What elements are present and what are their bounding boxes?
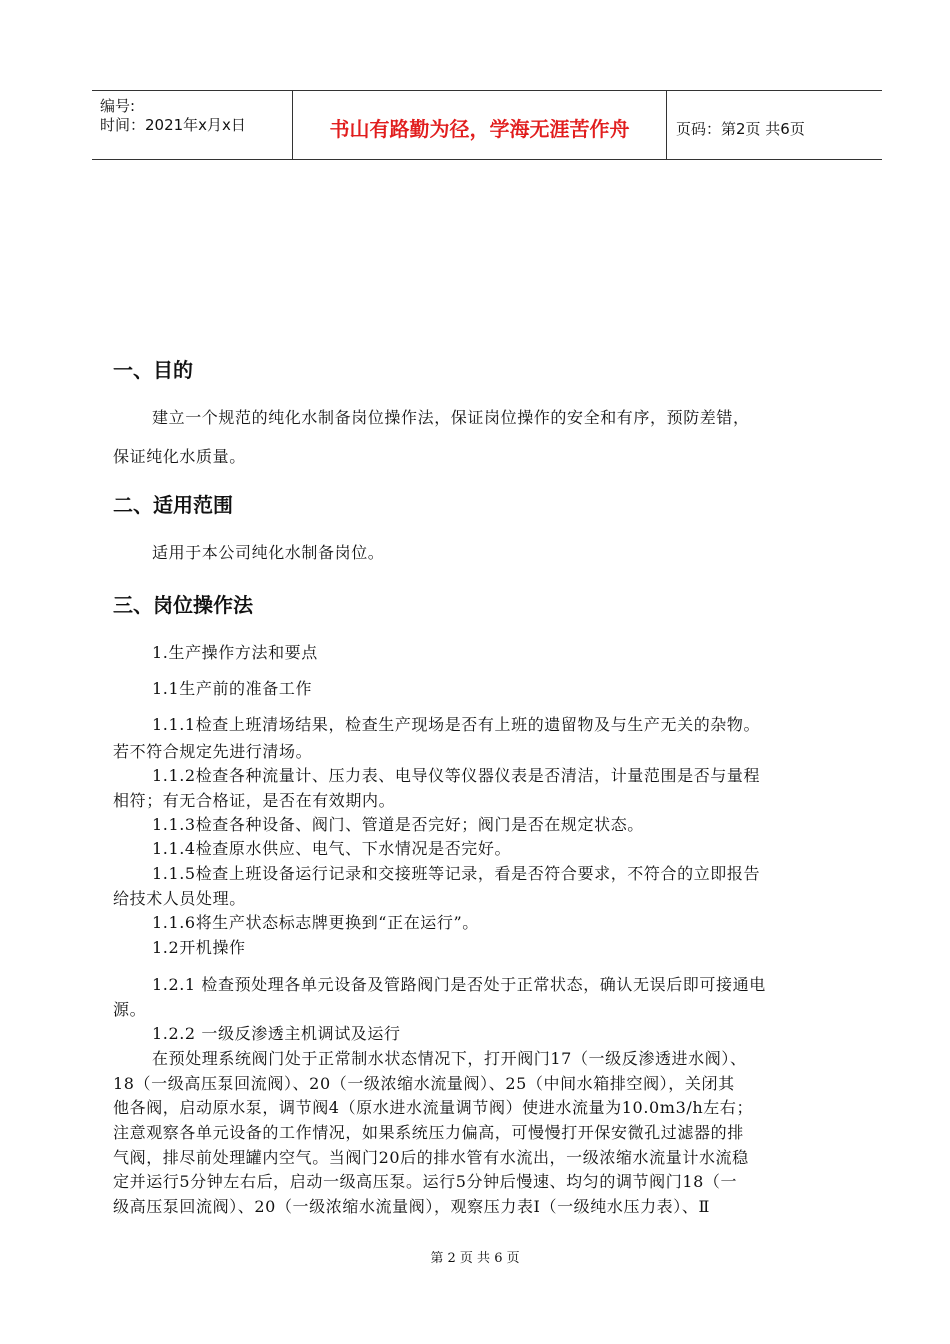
paragraph-line: 1.1.6将生产状态标志牌更换到“正在运行”。 (152, 913, 479, 932)
document-header (92, 90, 882, 160)
page-code: 页码：第2页 共6页 (676, 120, 805, 138)
paragraph-line: 气阀，排尽前处理罐内空气。当阀门20后的排水管有水流出，一级浓缩水流量计水流稳 (113, 1148, 749, 1167)
header-right-cell (666, 91, 882, 159)
page-footer: 第 2 页 共 6 页 (430, 1251, 520, 1266)
paragraph-line: 1.2.2 一级反渗透主机调试及运行 (152, 1024, 401, 1043)
paragraph-line: 1.1.1检查上班清场结果，检查生产现场是否有上班的遗留物及与生产无关的杂物。 (152, 715, 761, 734)
code-label: 编号: (100, 97, 136, 115)
paragraph-line: 建立一个规范的纯化水制备岗位操作法，保证岗位操作的安全和有序，预防差错， (152, 408, 750, 427)
section-title-scope: 二、适用范围 (113, 493, 233, 517)
paragraph-line: 给技术人员处理。 (113, 889, 246, 908)
paragraph-line: 1.2开机操作 (152, 938, 246, 957)
paragraph-line: 级高压泵回流阀）、20（一级浓缩水流量阀），观察压力表Ⅰ（一级纯水压力表）、Ⅱ (113, 1197, 710, 1216)
paragraph-line: 定并运行5分钟左右后，启动一级高压泵。运行5分钟后慢速、均匀的调节阀门18（一 (113, 1172, 738, 1191)
paragraph-line: 18（一级高压泵回流阀）、20（一级浓缩水流量阀）、25（中间水箱排空阀），关闭其 (113, 1074, 735, 1093)
paragraph-line: 相符；有无合格证，是否在有效期内。 (113, 791, 396, 810)
paragraph-line: 1.2.1 检查预处理各单元设备及管路阀门是否处于正常状态，确认无误后即可接通电 (152, 975, 766, 994)
paragraph-line: 1.1.5检查上班设备运行记录和交接班等记录，看是否符合要求，不符合的立即报告 (152, 864, 761, 883)
paragraph-line: 1.生产操作方法和要点 (152, 643, 318, 662)
section-title-procedure: 三、岗位操作法 (113, 593, 253, 617)
paragraph-line: 注意观察各单元设备的工作情况，如果系统压力偏高，可慢慢打开保安微孔过滤器的排 (113, 1123, 744, 1142)
time-label: 时间：2021年x月x日 (100, 116, 246, 134)
paragraph-line: 若不符合规定先进行清场。 (113, 742, 313, 761)
paragraph-line: 1.1.4检查原水供应、电气、下水情况是否完好。 (152, 839, 512, 858)
paragraph-line: 他各阀，启动原水泵，调节阀4（原水进水流量调节阀）使进水流量为10.0m3/h左右； (113, 1098, 754, 1117)
header-left-cell (92, 91, 292, 159)
header-middle-cell (292, 91, 667, 159)
section-title-purpose: 一、目的 (113, 358, 193, 382)
paragraph-line: 在预处理系统阀门处于正常制水状态情况下，打开阀门17（一级反渗透进水阀）、 (152, 1049, 747, 1068)
slogan: 书山有路勤为径，学海无涯苦作舟 (329, 117, 630, 141)
paragraph-line: 1.1.2检查各种流量计、压力表、电导仪等仪器仪表是否清洁，计量范围是否与量程 (152, 766, 761, 785)
paragraph-line: 1.1生产前的准备工作 (152, 679, 313, 698)
paragraph-line: 源。 (113, 1000, 147, 1019)
paragraph-line: 1.1.3检查各种设备、阀门、管道是否完好；阀门是否在规定状态。 (152, 815, 644, 834)
paragraph-line: 适用于本公司纯化水制备岗位。 (152, 543, 385, 562)
paragraph-line: 保证纯化水质量。 (113, 447, 246, 466)
